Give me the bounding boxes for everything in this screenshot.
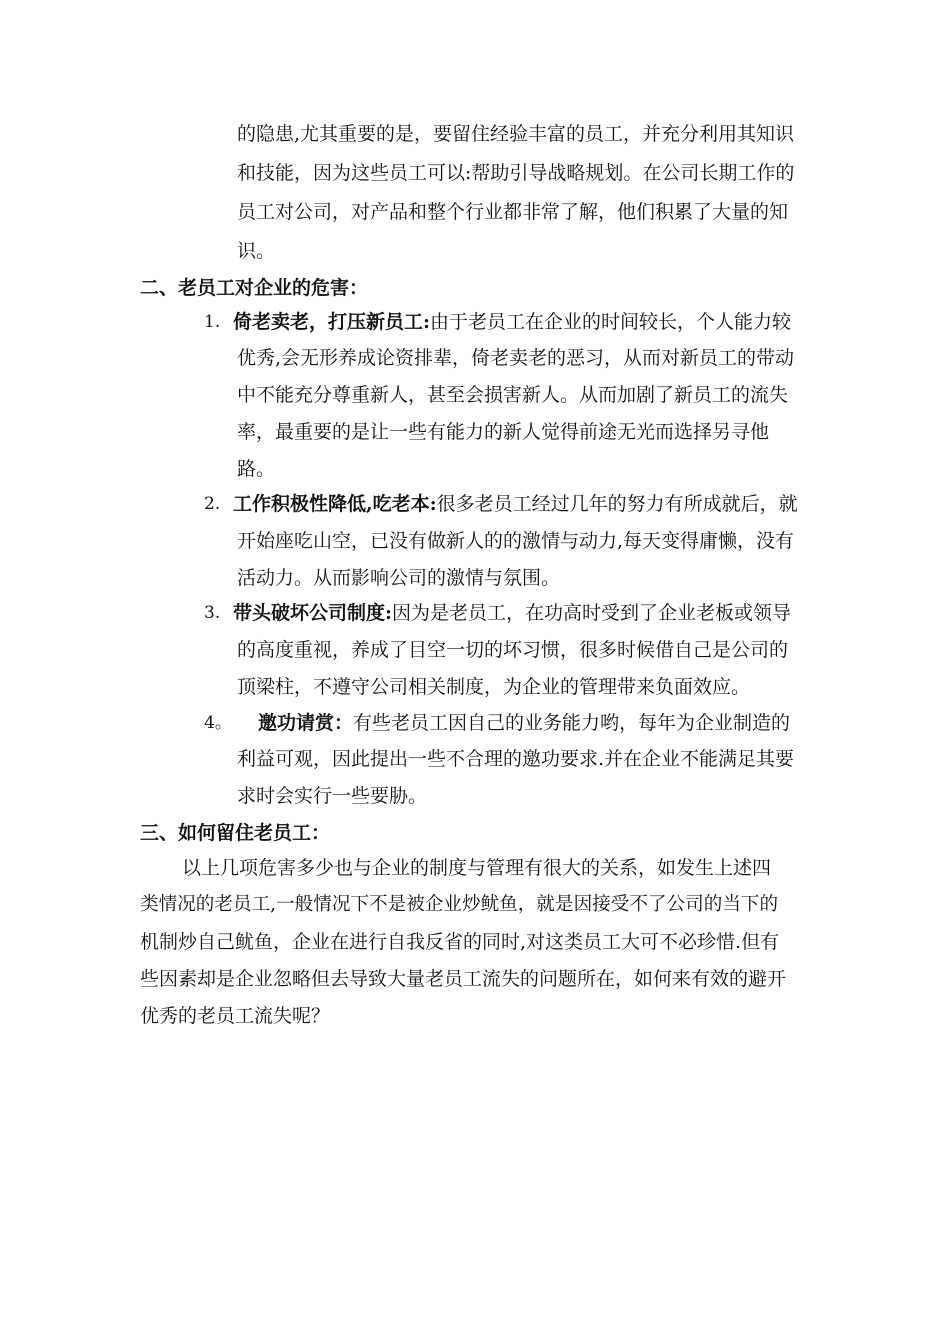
- list-number: 4。: [204, 713, 232, 733]
- list-item-text: 由于老员工在企业的时间较长，个人能力较: [430, 311, 792, 333]
- list-item-first-line: [233, 600, 791, 626]
- list-item-text: 有些老员工因自己的业务能力哟，每年为企业制造的: [353, 712, 791, 734]
- paragraph-line: 类情况的老员工,一般情况下不是被企业炒鱿鱼，就是因接受不了公司的当下的: [140, 894, 779, 915]
- section-heading: 三、如何留住老员工：: [140, 822, 331, 844]
- intro-line: 的隐患,尤其重要的是，要留住经验丰富的员工，并充分利用其知识: [237, 123, 795, 145]
- list-number: 1.: [204, 312, 221, 332]
- list-item-text: 很多老员工经过几年的努力有所成就后，就: [436, 493, 798, 515]
- intro-line: 识。: [237, 240, 276, 262]
- intro-line: 员工对公司，对产品和整个行业都非常了解，他们积累了大量的知: [237, 201, 789, 223]
- list-item-line: 活动力。从而影响公司的激情与氛围。: [237, 567, 561, 589]
- list-item-first-line: [233, 309, 791, 335]
- list-item-first-line: [258, 710, 790, 736]
- list-item-title: 带头破坏公司制度:: [233, 602, 393, 624]
- paragraph-line: 以上几项危害多少也与企业的制度与管理有很大的关系，如发生上述四: [182, 857, 772, 879]
- list-item-text: 因为是老员工，在功高时受到了企业老板或领导: [392, 602, 792, 624]
- list-item-line: 中不能充分尊重新人，甚至会损害新人。从而加剧了新员工的流失: [237, 384, 789, 406]
- list-item-line: 求时会实行一些要胁。: [237, 785, 428, 807]
- list-item-line: 优秀,会无形养成论资排辈，倚老卖老的恶习，从而对新员工的带动: [237, 347, 795, 369]
- intro-line: 和技能，因为这些员工可以:帮助引导战略规划。在公司长期工作的: [237, 162, 795, 184]
- paragraph-line: 优秀的老员工流失呢？: [140, 1005, 331, 1027]
- list-item-title: 工作积极性降低,吃老本:: [233, 493, 437, 515]
- list-item-line: 开始座吃山空，已没有做新人的的激情与动力,每天变得庸懒，没有: [237, 530, 795, 552]
- list-item-title: 邀功请赏：: [258, 712, 354, 734]
- list-item-line: 路。: [237, 458, 276, 480]
- list-item-line: 顶梁柱，不遵守公司相关制度，为企业的管理带来负面效应。: [237, 676, 751, 698]
- list-item-line: 利益可观，因此提出一些不合理的邀功要求.并在企业不能满足其要: [237, 748, 795, 770]
- list-item-first-line: [233, 491, 798, 517]
- list-item-title: 倚老卖老，打压新员工:: [233, 311, 431, 333]
- list-number: 3.: [204, 603, 221, 623]
- paragraph-line: 机制炒自己鱿鱼，企业在进行自我反省的同时,对这类员工大可不必珍惜.但有: [140, 931, 780, 953]
- list-item-line: 率，最重要的是让一些有能力的新人觉得前途无光而选择另寻他: [237, 421, 770, 443]
- section-heading: 二、老员工对企业的危害：: [140, 277, 369, 299]
- paragraph-line: 些因素却是企业忽略但去导致大量老员工流失的问题所在，如何来有效的避开: [140, 968, 787, 990]
- list-item-line: 的高度重视，养成了目空一切的坏习惯，很多时候借自己是公司的: [237, 639, 789, 661]
- list-number: 2.: [204, 494, 221, 514]
